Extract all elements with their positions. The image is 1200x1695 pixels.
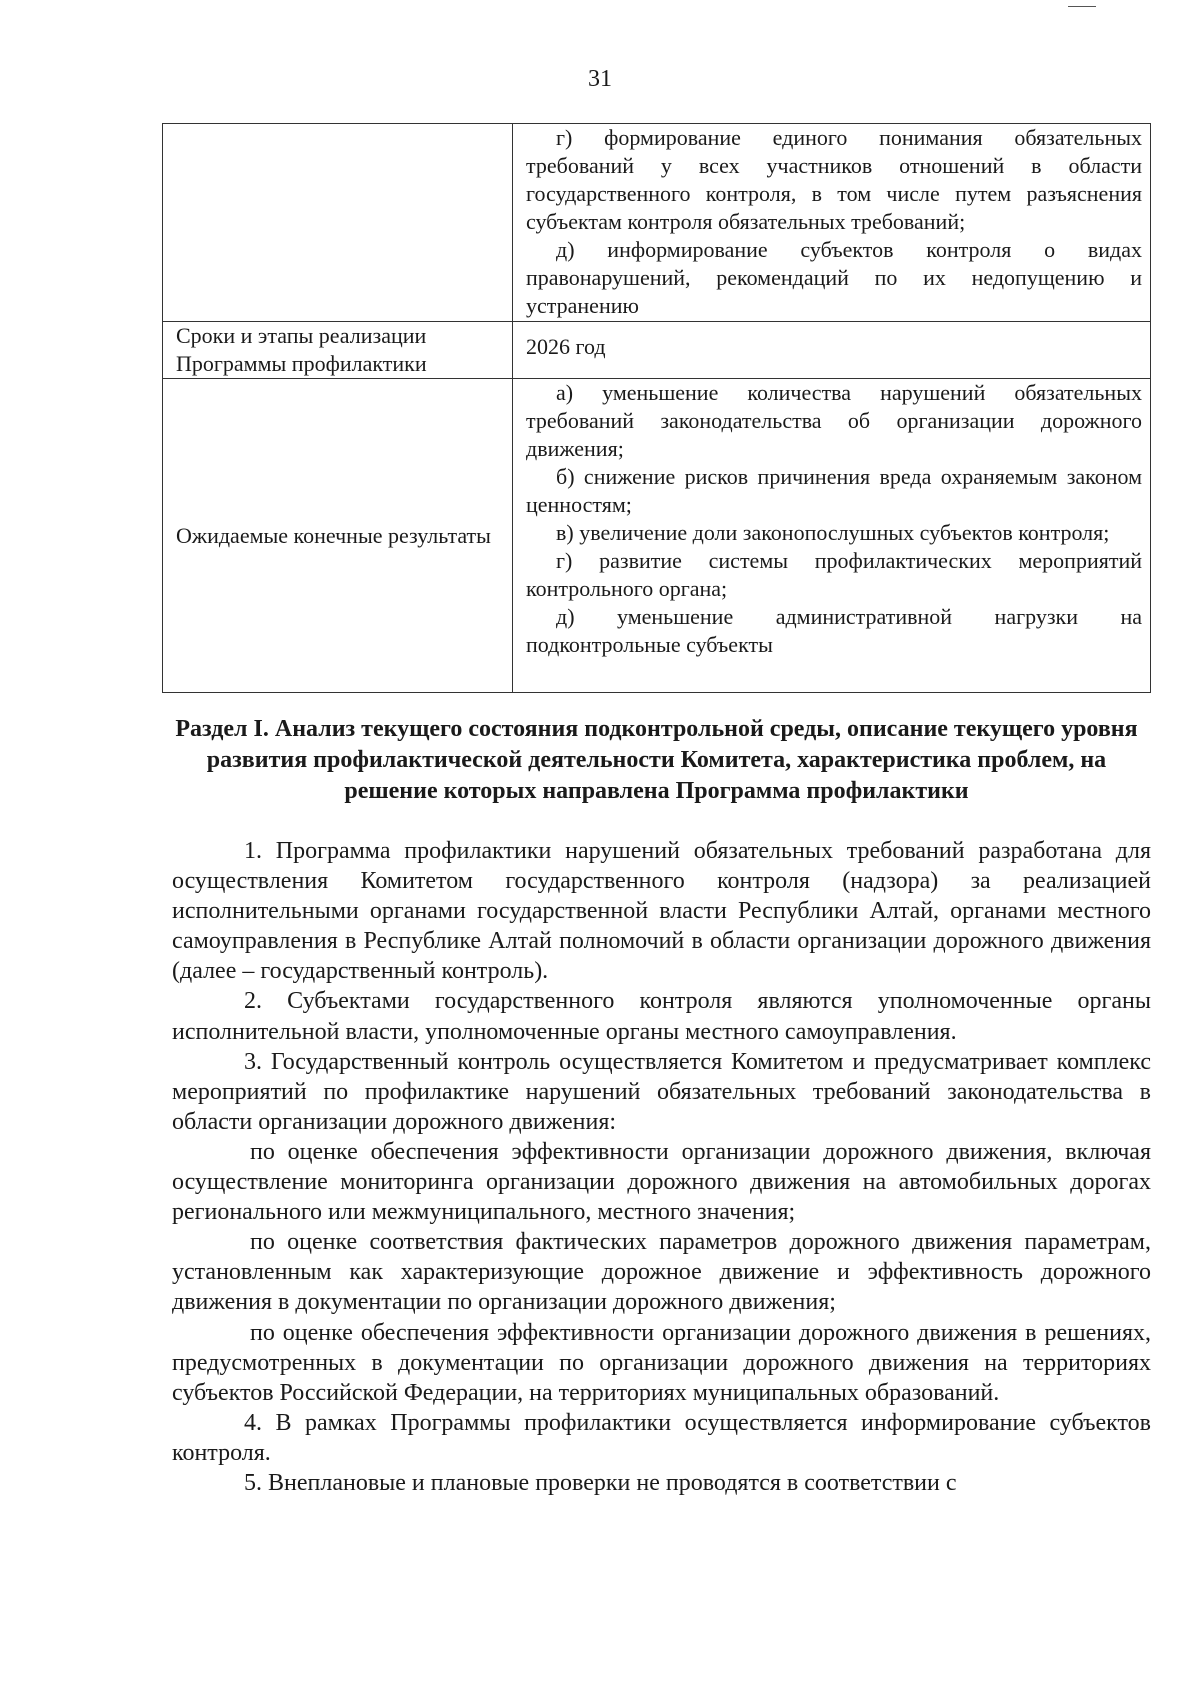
paragraph: 1. Программа профилактики нарушений обязательных требований разработана для осуществления Комитетом государственного контроля (надзора) за реализацией исполнительными органами государственной власти Республики Алтай, органами местного самоуправления в Республике Алтай полномочий в области организации дорожного движения (далее – государственный контроль). (172, 838, 1151, 985)
table-label-cell (163, 124, 513, 322)
table-value-cell (513, 124, 1151, 322)
paragraph: по оценке соответствия фактических параметров дорожного движения параметрам, установленным как характеризующие дорожное движение и эффективность дорожного движения в документации по организации дорожного движения; (172, 1229, 1151, 1316)
table-list-item: г) формирование единого понимания обязательных требований у всех участников отношений в области государственного контроля, в том числе путем разъяснения субъектам контроля обязательных требований; (526, 125, 1142, 234)
table-label-cell: Сроки и этапы реализации Программы профилактики (163, 322, 513, 379)
paragraph: по оценке обеспечения эффективности организации дорожного движения, включая осуществление мониторинга организации дорожного движения на автомобильных дорогах регионального или межмуниципального, местного значения; (172, 1138, 1151, 1226)
table-value-cell (513, 379, 1151, 693)
section-heading: Раздел I. Анализ текущего состояния подконтрольной среды, описание текущего уровня развития профилактической деятельности Комитета, характеристика проблем, на решение которых направлена Программа профилактики (175, 716, 1138, 804)
body-text (172, 836, 1151, 1498)
program-passport-table (162, 123, 1151, 693)
program-term-value: 2026 год (526, 334, 606, 359)
table-list-item: б) снижение рисков причинения вреда охраняемым законом ценностям; (526, 464, 1142, 517)
paragraph: 5. Внеплановые и плановые проверки не проводятся в соответствии с (244, 1469, 957, 1496)
paragraph: 4. В рамках Программы профилактики осуществляется информирование субъектов контроля. (172, 1409, 1151, 1466)
paragraph: 2. Субъектами государственного контроля являются уполномоченные органы исполнительной власти, уполномоченные органы местного самоуправления. (172, 988, 1151, 1045)
table-row (163, 322, 1151, 379)
table-list-item: д) информирование субъектов контроля о видах правонарушений, рекомендаций по их недопущению и устранению (526, 237, 1142, 318)
table-list-item: в) увеличение доли законопослушных субъектов контроля; (556, 520, 1110, 545)
table-list-item: д) уменьшение административной нагрузки на подконтрольные субъекты (526, 604, 1142, 657)
table-label-cell: Ожидаемые конечные результаты (163, 379, 513, 693)
corner-scan-mark (1068, 6, 1096, 7)
table-list-item: а) уменьшение количества нарушений обязательных требований законодательства об организации дорожного движения; (526, 380, 1142, 461)
table-value-cell (513, 322, 1151, 379)
page-number: 31 (588, 66, 612, 92)
paragraph: по оценке обеспечения эффективности организации дорожного движения в решениях, предусмотренных в документации по организации дорожного движения на территориях субъектов Российской Федерации, на территориях муниципальных образований. (172, 1319, 1151, 1406)
paragraph: 3. Государственный контроль осуществляется Комитетом и предусматривает комплекс мероприятий по профилактике нарушений обязательных требований законодательства в области организации дорожного движения: (172, 1048, 1151, 1135)
table-row (163, 379, 1151, 693)
table-row (163, 124, 1151, 322)
table-list-item: г) развитие системы профилактических мероприятий контрольного органа; (526, 548, 1142, 601)
